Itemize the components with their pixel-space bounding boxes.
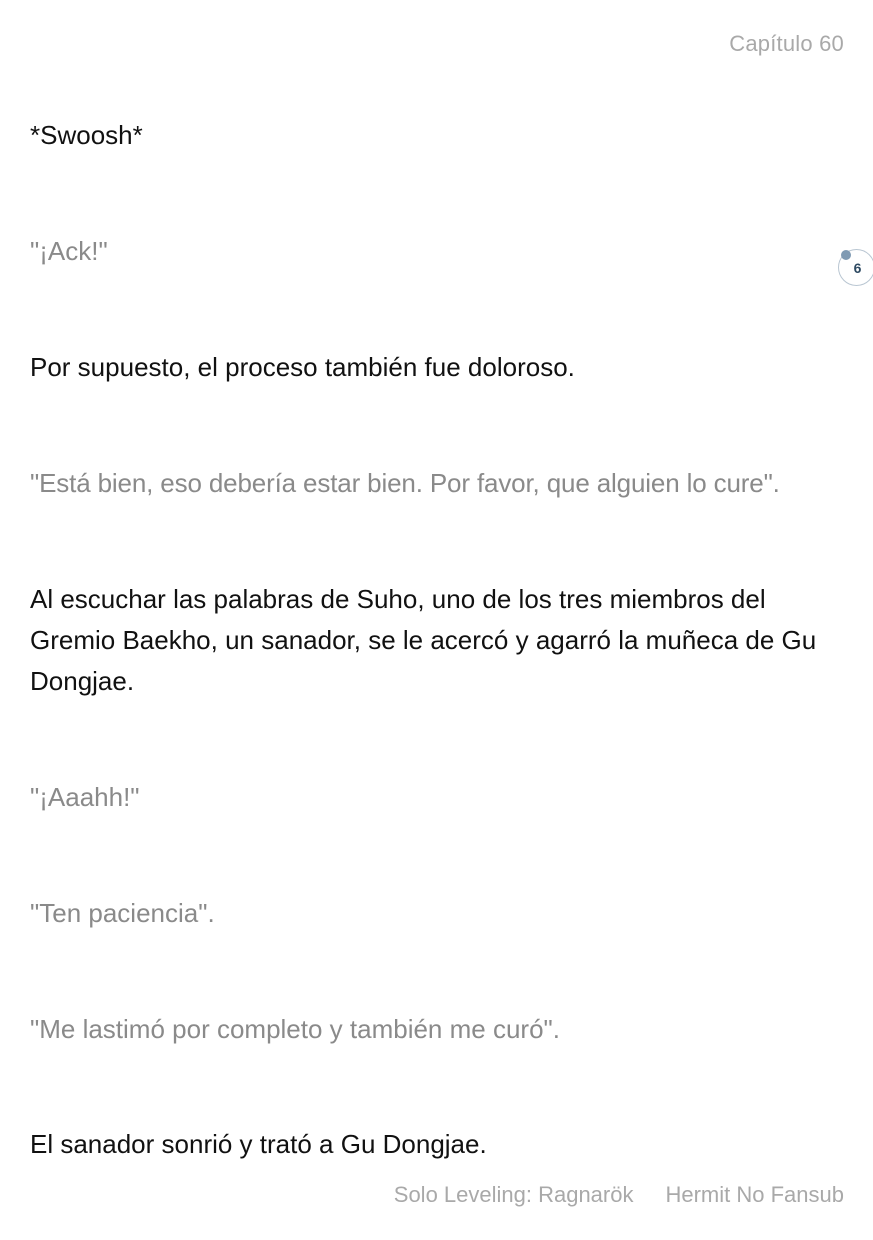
- paragraph-narration: Al escuchar las palabras de Suho, uno de los tres miembros del Gremio Baekho, un sanador, se le acercó y agarró la muñeca de Gu Dongjae.: [30, 584, 817, 696]
- footer: [394, 1182, 844, 1208]
- paragraph-dialogue: "¡Ack!": [30, 236, 108, 266]
- book-title: Solo Leveling: Ragnarök: [393, 1182, 634, 1207]
- chapter-title: Capítulo 60: [729, 31, 844, 56]
- paragraph-narration: El sanador sonrió y trató a Gu Dongjae.: [30, 1129, 487, 1159]
- paragraph-dialogue: "¡Aaahh!": [30, 782, 140, 812]
- paragraph-narration: Por supuesto, el proceso también fue doloroso.: [30, 352, 575, 382]
- progress-dot-icon: [841, 250, 851, 260]
- paragraph-dialogue: "Está bien, eso debería estar bien. Por favor, que alguien lo cure".: [30, 468, 780, 498]
- translator-credit: Hermit No Fansub: [665, 1182, 844, 1207]
- paragraph-narration: *Swoosh*: [30, 120, 143, 150]
- paragraph-dialogue: "Me lastimó por completo y también me curó".: [30, 1014, 560, 1044]
- page-number: 6: [853, 260, 862, 276]
- paragraph-dialogue: "Ten paciencia".: [30, 898, 215, 928]
